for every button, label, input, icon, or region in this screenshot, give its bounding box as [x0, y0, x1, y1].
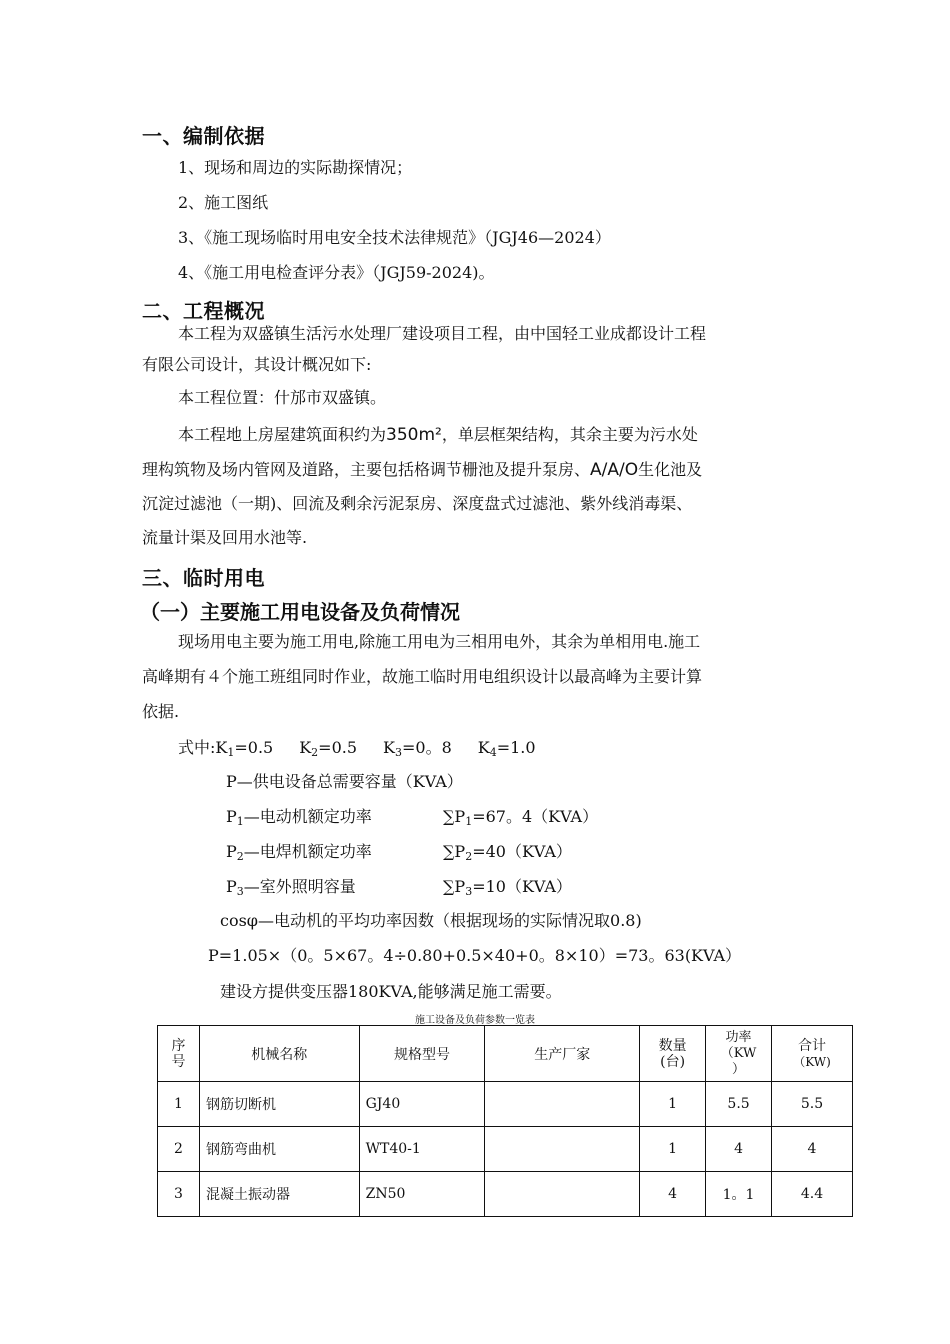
cell-power: 1。1 — [706, 1172, 772, 1217]
k1-label: K — [215, 738, 228, 757]
p3-sum-b: =10（KVA） — [472, 877, 572, 896]
cell-maker — [485, 1127, 640, 1172]
coefficients-line — [178, 738, 536, 763]
section3-p1-line3: 依据. — [142, 702, 180, 721]
k4-value: =1.0 — [496, 738, 536, 757]
k4-label: K — [477, 738, 490, 757]
p1-sum-b: =67。4（KVA） — [472, 807, 599, 826]
header-no — [158, 1026, 200, 1082]
k3-value: =0。8 — [401, 738, 452, 757]
header-power-c: ） — [732, 1061, 746, 1077]
cell-maker — [485, 1082, 640, 1127]
p3-sum — [443, 877, 572, 902]
p3-label: P — [226, 877, 237, 896]
k1-sub: 1 — [227, 746, 235, 759]
p3-sub: 3 — [236, 885, 244, 898]
calculation-line: P=1.05×（0。5×67。4÷0.80+0.5×40+0。8×10）=73。63(KVA） — [208, 946, 742, 965]
cell-total: 4.4 — [772, 1172, 853, 1217]
section2-p3-line1b: ，单层框架结构，其余主要为污水处 — [441, 425, 698, 444]
section2-p3-line3: 沉淀过滤池（一期)、回流及剩余污泥泵房、深度盘式过滤池、紫外线消毒渠、 — [142, 494, 693, 513]
header-total — [772, 1026, 853, 1082]
header-no-a: 序 — [171, 1037, 186, 1054]
k2-value: =0.5 — [318, 738, 358, 757]
cell-total: 4 — [772, 1127, 853, 1172]
section1-item-3: 3、《施工现场临时用电安全技术法律规范》（JGJ46—2024） — [178, 228, 611, 247]
p2-sub: 2 — [236, 850, 244, 863]
cell-no: 3 — [158, 1172, 200, 1217]
header-total-a: 合计 — [798, 1037, 826, 1054]
table-header-row — [158, 1026, 853, 1082]
p3-desc: —室外照明容量 — [243, 877, 356, 896]
header-total-b: （KW) — [793, 1054, 831, 1069]
section3-title: 三、临时用电 — [142, 566, 265, 590]
header-no-b: 号 — [171, 1053, 186, 1070]
section2-title: 二、工程概况 — [142, 299, 265, 323]
p1-definition — [226, 807, 372, 832]
header-qty-b: (台) — [660, 1053, 686, 1070]
p1-sum — [443, 807, 598, 832]
p3-sum-a: ∑P — [443, 877, 466, 896]
header-power-b: （KW — [720, 1045, 757, 1061]
p3-definition — [226, 877, 356, 902]
p1-sub: 1 — [236, 815, 244, 828]
table-row — [158, 1172, 853, 1217]
section1-item-1: 1、现场和周边的实际勘探情况； — [178, 158, 413, 177]
section1-title: 一、编制依据 — [142, 124, 265, 148]
k1-value: =0.5 — [234, 738, 274, 757]
equipment-table — [157, 1025, 853, 1217]
section2-p3-line1a: 本工程地上房屋建筑面积约为 — [178, 425, 387, 444]
cell-qty: 1 — [640, 1127, 706, 1172]
header-maker: 生产厂家 — [485, 1026, 640, 1082]
section2-p3-line2 — [142, 460, 702, 480]
p1-desc: —电动机额定功率 — [243, 807, 372, 826]
section1-item-4: 4、《施工用电检查评分表》（JGJ59-2024)。 — [178, 263, 495, 282]
header-name: 机械名称 — [199, 1026, 359, 1082]
cell-no: 1 — [158, 1082, 200, 1127]
p1-sum-sub: 1 — [465, 815, 473, 828]
section2-p1-line2: 有限公司设计，其设计概况如下: — [142, 355, 372, 374]
k2-sub: 2 — [311, 746, 319, 759]
section3-p1-line2: 高峰期有４个施工班组同时作业，故施工临时用电组织设计以最高峰为主要计算 — [142, 667, 703, 686]
section2-p3-line2b: 生化池及 — [638, 460, 703, 479]
cell-name: 钢筋切断机 — [199, 1082, 359, 1127]
cell-total: 5.5 — [772, 1082, 853, 1127]
cell-no: 2 — [158, 1127, 200, 1172]
section2-p3-line4: 流量计渠及回用水池等. — [142, 528, 308, 547]
p2-sum-sub: 2 — [465, 850, 473, 863]
p2-sum-b: =40（KVA） — [472, 842, 572, 861]
section2-location: 本工程位置：什邡市双盛镇。 — [178, 388, 387, 407]
cell-model: GJ40 — [359, 1082, 485, 1127]
cell-name: 钢筋弯曲机 — [199, 1127, 359, 1172]
p2-sum — [443, 842, 572, 867]
p-definition: P—供电设备总需要容量（KVA） — [226, 772, 463, 791]
supply-line: 建设方提供变压器180KVA,能够满足施工需要。 — [220, 982, 562, 1001]
section2-p1-line1: 本工程为双盛镇生活污水处理厂建设项目工程，由中国轻工业成都设计工程 — [178, 324, 707, 343]
section3-p1-line1: 现场用电主要为施工用电,除施工用电为三相用电外，其余为单相用电.施工 — [178, 632, 701, 651]
cell-qty: 4 — [640, 1172, 706, 1217]
table-caption: 施工设备及负荷参数一览表 — [415, 1015, 535, 1026]
p1-label: P — [226, 807, 237, 826]
section3-sub1-title: （一）主要施工用电设备及负荷情况 — [140, 600, 460, 624]
cos-phi-line: cosφ—电动机的平均功率因数（根据现场的实际情况取0.8) — [220, 911, 642, 930]
cell-maker — [485, 1172, 640, 1217]
section2-p3-line1 — [178, 425, 698, 445]
cell-model: WT40-1 — [359, 1127, 485, 1172]
header-power-a: 功率 — [725, 1029, 752, 1045]
cell-qty: 1 — [640, 1082, 706, 1127]
p2-sum-a: ∑P — [443, 842, 466, 861]
aao-label: A/A/O — [590, 460, 639, 480]
section2-p3-line2a: 理构筑物及场内管网及道路，主要包括格调节栅池及提升泵房、 — [142, 460, 591, 479]
building-area: 350m² — [386, 425, 442, 445]
k3-sub: 3 — [394, 746, 402, 759]
header-model: 规格型号 — [359, 1026, 485, 1082]
p1-sum-a: ∑P — [443, 807, 466, 826]
header-qty — [640, 1026, 706, 1082]
table-row — [158, 1127, 853, 1172]
k3-label: K — [383, 738, 395, 757]
cell-name: 混凝土振动器 — [199, 1172, 359, 1217]
section1-item-2: 2、施工图纸 — [178, 193, 269, 212]
p3-sum-sub: 3 — [465, 885, 473, 898]
table-row — [158, 1082, 853, 1127]
header-power — [706, 1026, 772, 1082]
k2-label: K — [299, 738, 312, 757]
p2-label: P — [226, 842, 237, 861]
p2-desc: —电焊机额定功率 — [243, 842, 372, 861]
cell-power: 5.5 — [706, 1082, 772, 1127]
k4-sub: 4 — [489, 746, 497, 759]
cell-power: 4 — [706, 1127, 772, 1172]
p2-definition — [226, 842, 372, 867]
formula-prefix: 式中: — [178, 738, 216, 757]
header-qty-a: 数量 — [658, 1037, 687, 1054]
cell-model: ZN50 — [359, 1172, 485, 1217]
